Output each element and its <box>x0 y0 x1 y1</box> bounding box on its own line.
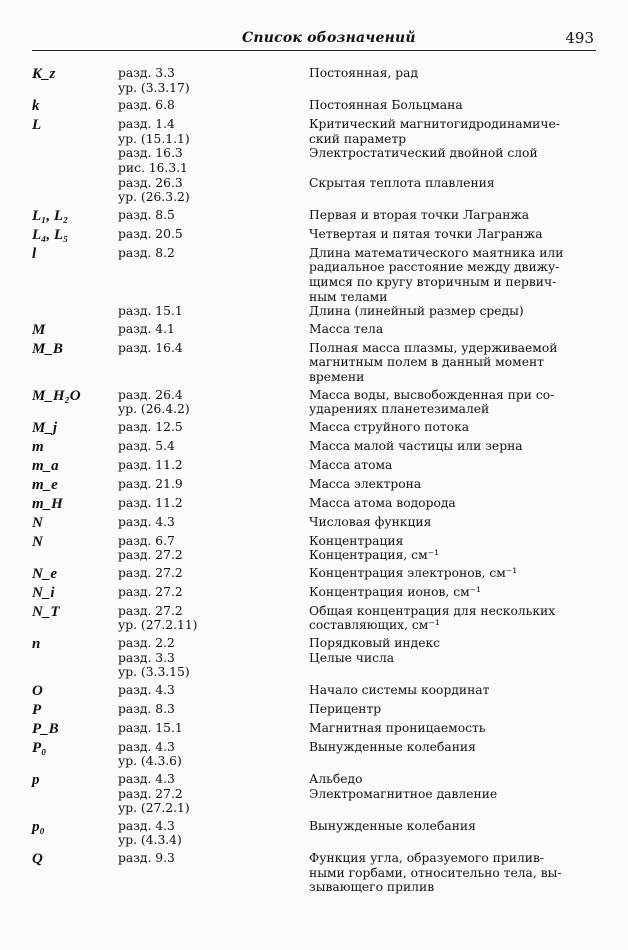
entry-references <box>118 683 309 698</box>
notation-entry <box>32 772 598 816</box>
description-line: Скрытая теплота плавления <box>309 175 495 190</box>
reference-line: ур. (26.3.2) <box>118 190 190 205</box>
entry-descriptions <box>309 566 596 581</box>
notation-entry <box>32 851 598 895</box>
reference-line: ур. (15.1.1) <box>118 131 190 146</box>
entry-references <box>118 98 309 113</box>
notation-list <box>32 66 598 898</box>
entry-symbol: N <box>32 514 43 531</box>
entry-descriptions <box>309 477 596 492</box>
entry-descriptions <box>309 117 596 205</box>
description-line: Общая концентрация для нескольких <box>309 603 556 618</box>
reference-line: разд. 20.5 <box>118 226 183 241</box>
entry-references <box>118 208 309 223</box>
notation-entry <box>32 246 598 319</box>
entry-symbol: l <box>32 245 37 262</box>
page-number: 493 <box>565 29 594 47</box>
entry-symbol: O <box>32 682 43 699</box>
entry-symbol: N_T <box>32 603 60 620</box>
entry-descriptions <box>309 683 596 698</box>
notation-entry <box>32 341 598 385</box>
entry-symbol: P <box>32 701 42 718</box>
entry-descriptions <box>309 227 596 242</box>
description-line <box>309 190 596 205</box>
reference-line: разд. 4.3 <box>118 514 175 529</box>
description-line: Электромагнитное давление <box>309 786 498 801</box>
description-line: Функция угла, образуемого прилив- <box>309 851 545 865</box>
reference-line: разд. 5.4 <box>118 438 175 453</box>
entry-descriptions <box>309 458 596 473</box>
notation-entry <box>32 702 598 718</box>
entry-references <box>118 420 309 435</box>
description-line: Длина математического маятника или <box>309 245 564 260</box>
entry-symbol: p <box>32 772 40 789</box>
reference-line: разд. 15.1 <box>118 304 183 319</box>
reference-line: разд. 15.1 <box>118 720 183 735</box>
reference-line: разд. 8.5 <box>118 207 175 222</box>
reference-line <box>118 880 309 895</box>
notation-entry <box>32 585 598 601</box>
entry-references <box>118 322 309 337</box>
reference-line <box>118 275 309 290</box>
notation-entry <box>32 515 598 531</box>
reference-line: разд. 8.2 <box>118 245 175 260</box>
notation-entry <box>32 496 598 512</box>
description-line <box>309 665 596 680</box>
entry-descriptions <box>309 851 596 895</box>
reference-line: разд. 4.3 <box>118 818 175 833</box>
description-line: Альбедо <box>309 772 363 787</box>
description-line: Концентрация, см⁻¹ <box>309 548 440 563</box>
entry-symbol: P_B <box>32 720 59 737</box>
entry-references <box>118 851 309 895</box>
entry-references <box>118 117 309 205</box>
entry-symbol: M_B <box>32 340 63 357</box>
reference-line: разд. 1.4 <box>118 117 175 132</box>
reference-line <box>118 370 309 385</box>
entry-descriptions <box>309 341 596 385</box>
entry-symbol: p₀ <box>32 818 45 835</box>
entry-symbol: M_H₂O <box>32 387 81 404</box>
description-line: Концентрация <box>309 533 404 548</box>
description-line: Критический магнитогидродинамиче- <box>309 117 560 132</box>
entry-descriptions <box>309 702 596 717</box>
description-line: магнитным полем в данный момент <box>309 355 544 370</box>
entry-symbol: m <box>32 438 44 455</box>
description-line: зывающего прилив <box>309 880 435 895</box>
description-line: Концентрация ионов, см⁻¹ <box>309 584 482 599</box>
reference-line: разд. 27.2 <box>118 565 183 580</box>
description-line: Электростатический двойной слой <box>309 146 538 161</box>
entry-descriptions <box>309 721 596 736</box>
description-line: Вынужденные колебания <box>309 739 476 754</box>
entry-descriptions <box>309 208 596 223</box>
reference-line: разд. 6.7 <box>118 533 175 548</box>
reference-line: разд. 2.2 <box>118 636 175 651</box>
notation-entry <box>32 740 598 769</box>
description-line: Масса тела <box>309 321 384 336</box>
notation-entry <box>32 322 598 338</box>
description-line: ударениях планетезималей <box>309 402 490 417</box>
running-header <box>32 28 596 51</box>
entry-descriptions <box>309 819 596 848</box>
reference-line: разд. 16.3 <box>118 146 183 161</box>
description-line: щимся по кругу вторичным и первич- <box>309 274 557 289</box>
entry-references <box>118 496 309 511</box>
reference-line: разд. 4.3 <box>118 772 175 787</box>
notation-entry <box>32 98 598 114</box>
entry-references <box>118 477 309 492</box>
entry-symbol: M_j <box>32 419 58 436</box>
reference-line: ур. (3.3.15) <box>118 665 190 680</box>
notation-entry <box>32 477 598 493</box>
entry-descriptions <box>309 636 596 680</box>
reference-line: разд. 21.9 <box>118 476 183 491</box>
entry-references <box>118 702 309 717</box>
description-line: ными горбами, относительно тела, вы- <box>309 865 562 880</box>
entry-references <box>118 721 309 736</box>
reference-line <box>118 290 309 305</box>
description-line: ский параметр <box>309 131 407 146</box>
entry-symbol: P₀ <box>32 739 47 756</box>
notation-entry <box>32 388 598 417</box>
reference-line: разд. 27.2 <box>118 786 183 801</box>
reference-line: разд. 27.2 <box>118 584 183 599</box>
notation-entry <box>32 208 598 224</box>
notation-entry <box>32 683 598 699</box>
reference-line: разд. 4.3 <box>118 739 175 754</box>
entry-symbol: L₁, L₂ <box>32 207 69 224</box>
entry-references <box>118 819 309 848</box>
notation-entry <box>32 66 598 95</box>
entry-symbol: m_H <box>32 495 63 512</box>
reference-line <box>118 866 309 881</box>
description-line: Концентрация электронов, см⁻¹ <box>309 565 518 580</box>
reference-line: разд. 8.3 <box>118 701 175 716</box>
entry-symbol: N <box>32 533 43 550</box>
entry-symbol: L₄, L₅ <box>32 226 69 243</box>
description-line: Масса электрона <box>309 476 422 491</box>
entry-symbol: N_e <box>32 565 57 582</box>
entry-symbol: L <box>32 117 42 134</box>
reference-line: разд. 27.2 <box>118 603 183 618</box>
reference-line: ур. (27.2.11) <box>118 618 198 633</box>
entry-descriptions <box>309 496 596 511</box>
reference-line: ур. (26.4.2) <box>118 402 190 417</box>
notation-entry <box>32 566 598 582</box>
entry-symbol: k <box>32 98 40 115</box>
reference-line: разд. 3.3 <box>118 650 175 665</box>
notation-entry <box>32 534 598 563</box>
reference-line: ур. (4.3.4) <box>118 833 182 848</box>
notation-entry <box>32 117 598 205</box>
reference-line: разд. 27.2 <box>118 548 183 563</box>
description-line: Магнитная проницаемость <box>309 720 486 735</box>
reference-line: разд. 16.4 <box>118 340 183 355</box>
entry-descriptions <box>309 740 596 769</box>
description-line: Масса атома <box>309 457 393 472</box>
description-line: Постоянная, рад <box>309 66 419 80</box>
notation-entry <box>32 604 598 633</box>
reference-line: разд. 26.3 <box>118 175 183 190</box>
header-title: Список обозначений <box>242 30 416 46</box>
entry-references <box>118 227 309 242</box>
entry-symbol: m_a <box>32 457 59 474</box>
reference-line: разд. 6.8 <box>118 98 175 113</box>
entry-references <box>118 534 309 563</box>
reference-line <box>118 260 309 275</box>
notation-entry <box>32 458 598 474</box>
description-line: Масса воды, высвобожденная при со- <box>309 387 555 402</box>
notation-entry <box>32 721 598 737</box>
reference-line: разд. 11.2 <box>118 457 183 472</box>
notation-entry <box>32 420 598 436</box>
entry-descriptions <box>309 772 596 816</box>
entry-descriptions <box>309 585 596 600</box>
reference-line: разд. 12.5 <box>118 419 183 434</box>
notation-entry <box>32 819 598 848</box>
description-line: Длина (линейный размер среды) <box>309 304 524 319</box>
entry-references <box>118 636 309 680</box>
entry-descriptions <box>309 420 596 435</box>
notation-entry <box>32 636 598 680</box>
entry-references <box>118 740 309 769</box>
description-line: Масса атома водорода <box>309 495 456 510</box>
reference-line: рис. 16.3.1 <box>118 160 188 175</box>
reference-line: ур. (4.3.6) <box>118 754 182 769</box>
description-line <box>309 833 596 848</box>
description-line: Полная масса плазмы, удерживаемой <box>309 340 558 355</box>
description-line: времени <box>309 369 365 384</box>
reference-line: ур. (27.2.1) <box>118 801 190 816</box>
entry-descriptions <box>309 246 596 319</box>
entry-references <box>118 585 309 600</box>
description-line: Масса малой частицы или зерна <box>309 438 523 453</box>
description-line: Начало системы координат <box>309 682 490 697</box>
description-line <box>309 161 596 176</box>
notation-entry <box>32 439 598 455</box>
entry-descriptions <box>309 439 596 454</box>
entry-descriptions <box>309 66 596 95</box>
entry-descriptions <box>309 534 596 563</box>
entry-references <box>118 341 309 385</box>
entry-references <box>118 458 309 473</box>
entry-descriptions <box>309 322 596 337</box>
entry-symbol: N_i <box>32 584 55 601</box>
entry-references <box>118 66 309 95</box>
entry-descriptions <box>309 515 596 530</box>
description-line <box>309 801 596 816</box>
entry-symbol: m_e <box>32 476 58 493</box>
entry-symbol: Q <box>32 851 43 867</box>
entry-symbol: K_z <box>32 66 56 82</box>
entry-symbol: n <box>32 636 41 653</box>
reference-line: разд. 4.3 <box>118 682 175 697</box>
entry-descriptions <box>309 604 596 633</box>
description-line: Четвертая и пятая точки Лагранжа <box>309 226 543 241</box>
entry-references <box>118 388 309 417</box>
reference-line: разд. 4.1 <box>118 321 175 336</box>
description-line: Целые числа <box>309 650 395 665</box>
entry-references <box>118 604 309 633</box>
description-line: Постоянная Больцмана <box>309 98 463 113</box>
reference-line: разд. 26.4 <box>118 387 183 402</box>
description-line: Перицентр <box>309 701 382 716</box>
description-line: составляющих, см⁻¹ <box>309 618 440 633</box>
description-line: радиальное расстояние между движу- <box>309 260 560 275</box>
description-line: Масса струйного потока <box>309 419 470 434</box>
entry-references <box>118 772 309 816</box>
entry-references <box>118 515 309 530</box>
description-line <box>309 81 596 96</box>
entry-descriptions <box>309 388 596 417</box>
entry-descriptions <box>309 98 596 113</box>
description-line <box>309 754 596 769</box>
description-line: Первая и вторая точки Лагранжа <box>309 207 530 222</box>
description-line: Числовая функция <box>309 514 432 529</box>
description-line: ным телами <box>309 289 388 304</box>
entry-references <box>118 246 309 319</box>
reference-line <box>118 355 309 370</box>
entry-references <box>118 566 309 581</box>
reference-line: разд. 11.2 <box>118 495 183 510</box>
reference-line: разд. 9.3 <box>118 851 175 865</box>
entry-symbol: M <box>32 321 46 338</box>
description-line: Порядковый индекс <box>309 636 441 651</box>
reference-line: ур. (3.3.17) <box>118 80 190 95</box>
notation-entry <box>32 227 598 243</box>
entry-references <box>118 439 309 454</box>
description-line: Вынужденные колебания <box>309 818 476 833</box>
reference-line: разд. 3.3 <box>118 66 175 80</box>
